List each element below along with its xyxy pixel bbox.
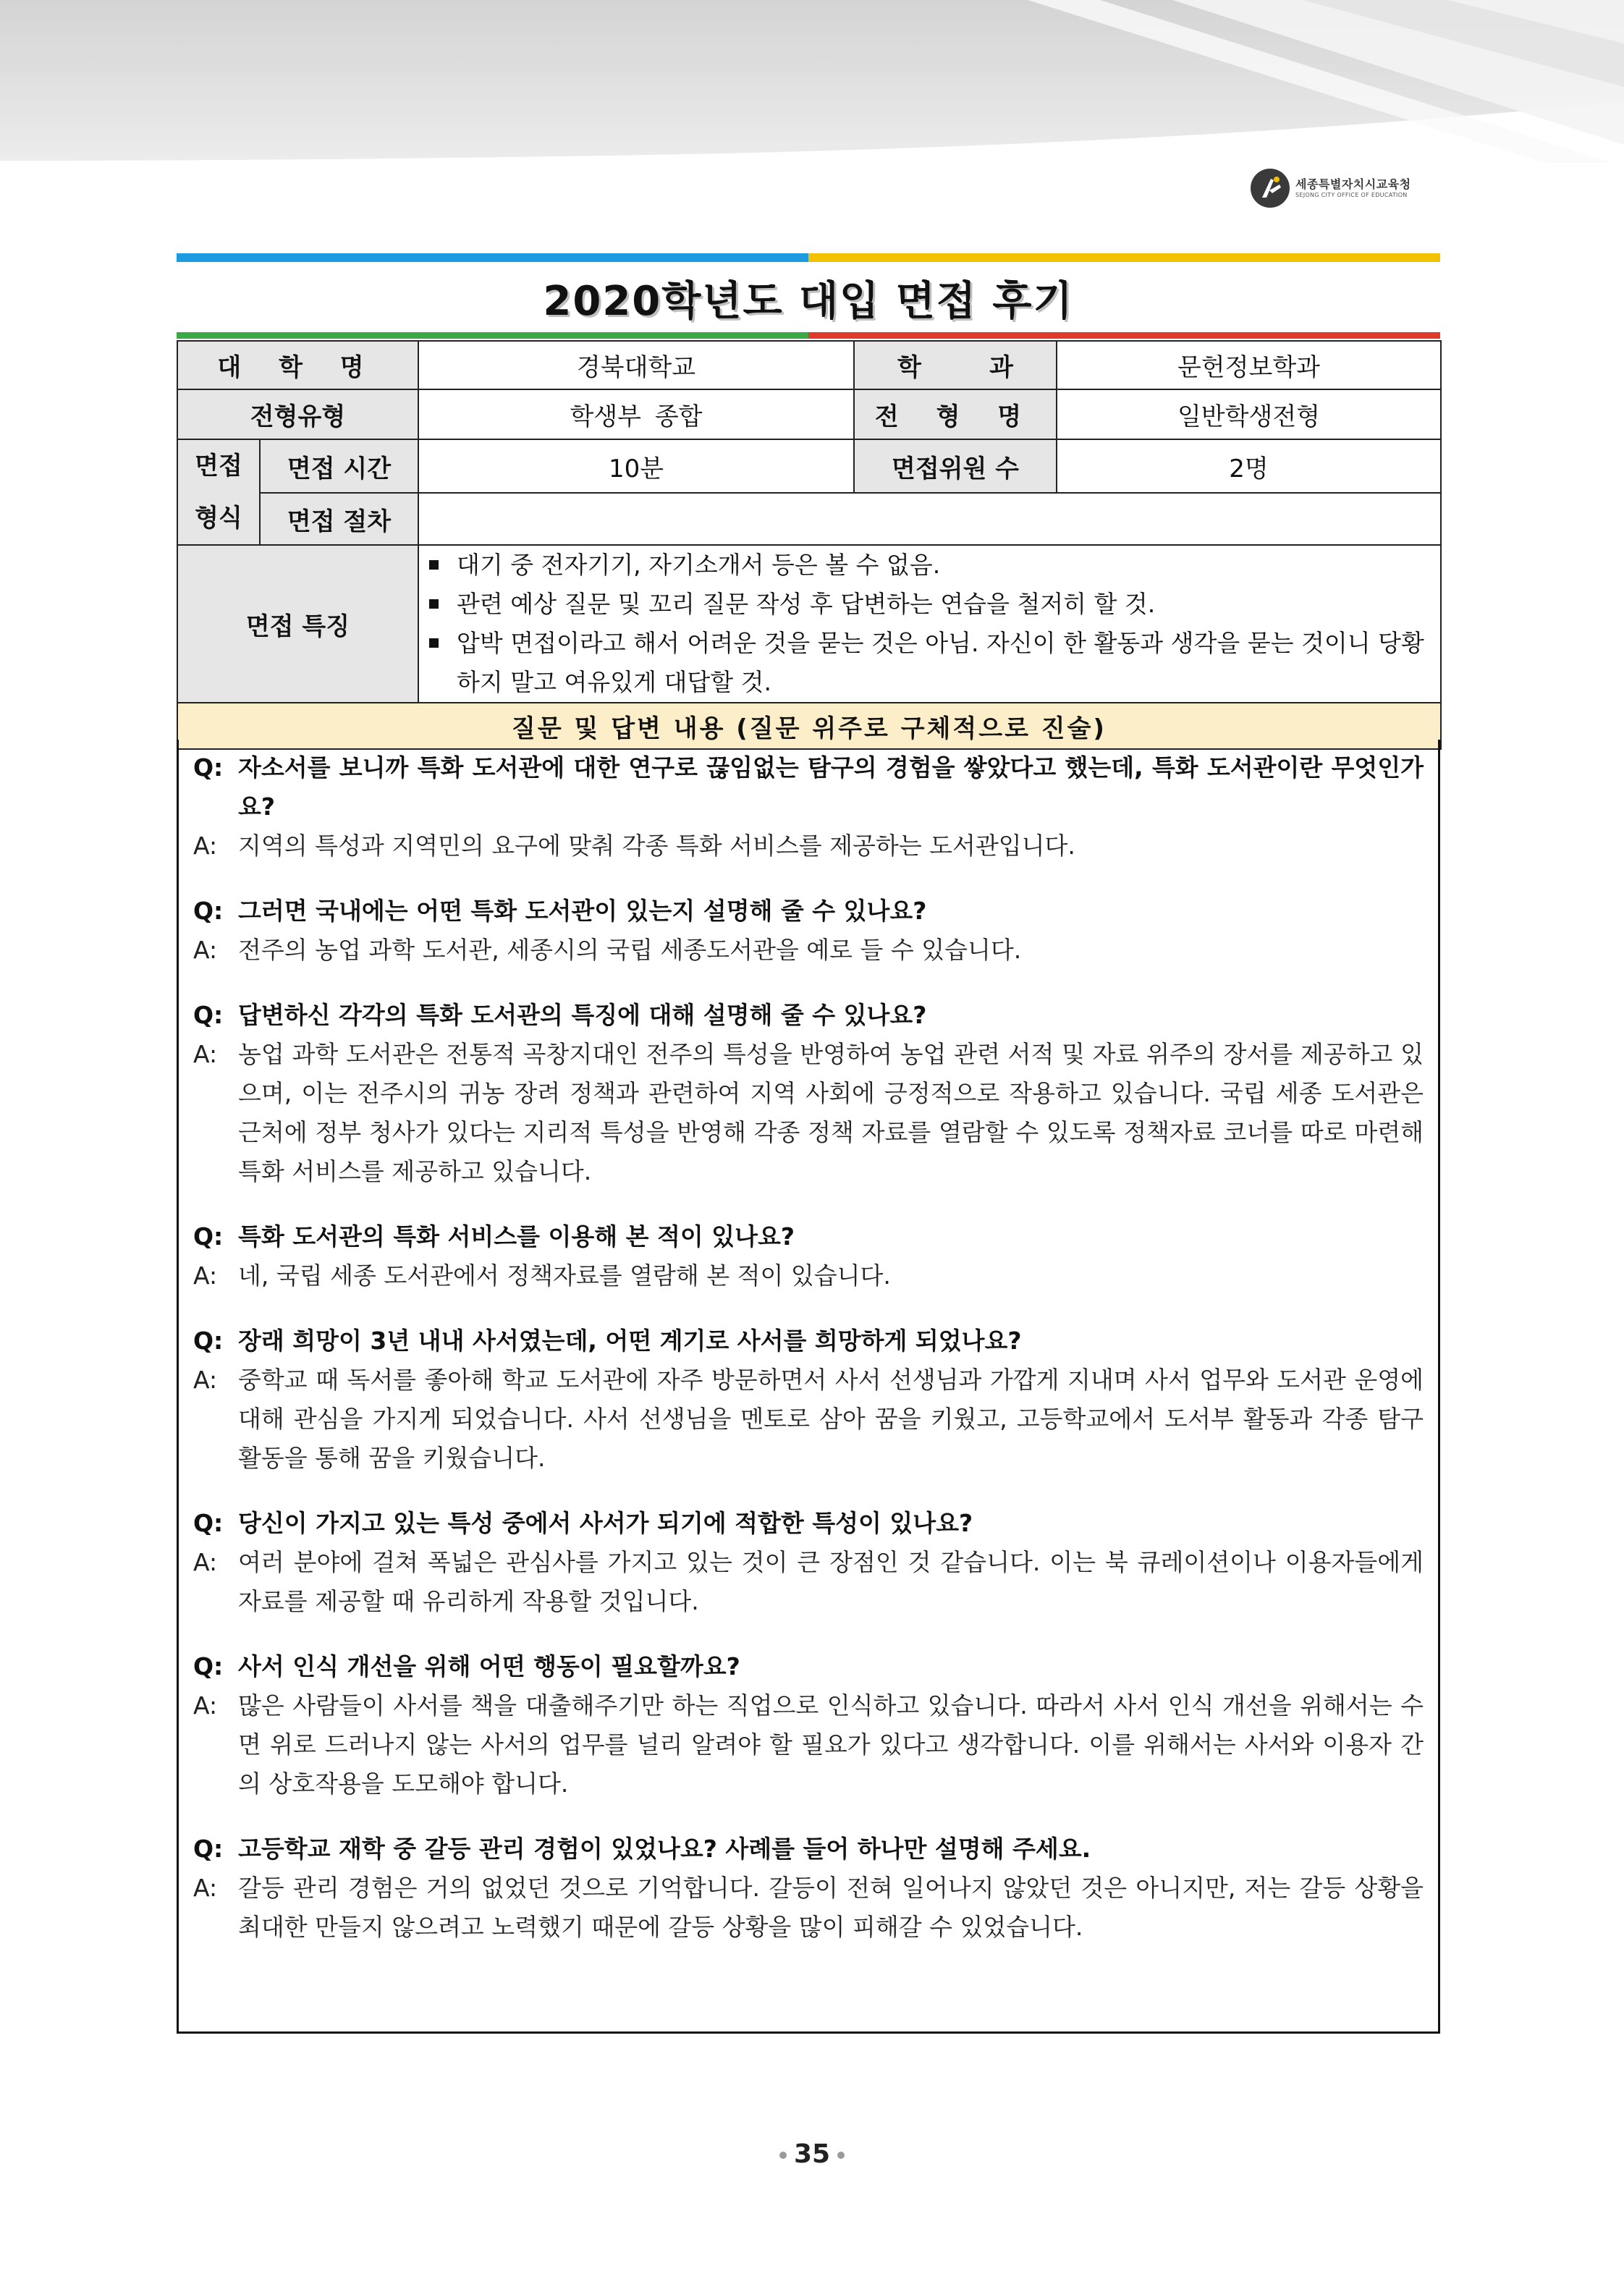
table-row	[177, 493, 1441, 545]
answer-label: A:	[193, 1691, 218, 1720]
question-label: Q:	[193, 753, 224, 782]
answer	[193, 1543, 1424, 1621]
page-dot-right	[837, 2152, 845, 2159]
university-value: 경북대학교	[418, 341, 854, 389]
question-text: 답변하신 각각의 특화 도서관의 특징에 대해 설명해 줄 수 있나요?	[238, 1001, 927, 1029]
qa-item	[193, 1504, 1424, 1621]
publisher-name-en: SEJONG CITY OFFICE OF EDUCATION	[1295, 191, 1408, 198]
answer	[193, 1361, 1424, 1478]
answer	[193, 931, 1424, 970]
qa-item	[193, 1647, 1424, 1804]
question-text: 특화 도서관의 특화 서비스를 이용해 본 적이 있나요?	[238, 1222, 795, 1251]
feature-item: 압박 면접이라고 해서 어려운 것을 묻는 것은 아님. 자신이 한 활동과 생각을 묻는 것이니 당황하지 말고 여유있게 대답할 것.	[423, 624, 1436, 702]
title-bar-yellow	[808, 253, 1440, 262]
features-label: 면접 특징	[177, 545, 418, 703]
panel-value: 2명	[1057, 439, 1441, 493]
question	[193, 1647, 1424, 1686]
department-value: 문헌정보학과	[1057, 341, 1441, 389]
time-label: 면접 시간	[260, 439, 418, 493]
format-label	[177, 439, 260, 545]
answer-label: A:	[193, 1548, 218, 1576]
qa-item	[193, 1830, 1424, 1947]
answer-text: 많은 사람들이 사서를 책을 대출해주기만 하는 직업으로 인식하고 있습니다. 따라서 사서 인식 개선을 위해서는 수면 위로 드러나지 않는 사서의 업무를 널리 알려야 할 필요가 있다고 생각합니다. 이를 위해서는 사서와 이용자 간의 상호작용을 도모해야 합니다.	[238, 1691, 1424, 1798]
question	[193, 1322, 1424, 1361]
question	[193, 1217, 1424, 1256]
answer-label: A:	[193, 936, 218, 964]
qa-list	[193, 748, 1424, 1973]
format-label-line1: 면접	[195, 452, 242, 481]
admission-type-label: 전형유형	[177, 389, 418, 439]
question-text: 자소서를 보니까 특화 도서관에 대한 연구로 끊임없는 탐구의 경험을 쌓았다고 했는데, 특화 도서관이란 무엇인가요?	[238, 753, 1424, 821]
page-number-text: 35	[793, 2139, 831, 2169]
qa-item	[193, 892, 1424, 970]
answer-label: A:	[193, 1261, 218, 1290]
publisher-logo	[1251, 168, 1468, 208]
qa-box	[177, 740, 1440, 2034]
answer-text: 네, 국립 세종 도서관에서 정책자료를 열람해 본 적이 있습니다.	[238, 1261, 891, 1290]
procedure-value	[418, 493, 1441, 545]
university-label: 대 학 명	[177, 341, 418, 389]
header-background	[0, 0, 1624, 163]
question-label: Q:	[193, 1652, 224, 1680]
table-row	[177, 341, 1441, 389]
answer-text: 농업 과학 도서관은 전통적 곡창지대인 전주의 특성을 반영하여 농업 관련 서적 및 자료 위주의 장서를 제공하고 있으며, 이는 전주시의 귀농 장려 정책과 관련하여 지역 사회에 긍정적으로 작용하고 있습니다. 국립 세종 도서관은 근처에 정부 청사가 있다는 지리적 특성을 반영해 각종 정책 자료를 열람할 수 있도록 정책자료 코너를 따로 마련해 특화 서비스를 제공하고 있습니다.	[238, 1040, 1424, 1185]
procedure-label: 면접 절차	[260, 493, 418, 545]
admission-type-value: 학생부 종합	[418, 389, 854, 439]
answer-label: A:	[193, 832, 218, 860]
question	[193, 1504, 1424, 1543]
page-number	[0, 2139, 1624, 2169]
answer-text: 갈등 관리 경험은 거의 없었던 것으로 기억합니다. 갈등이 전혀 일어나지 않았던 것은 아니지만, 저는 갈등 상황을 최대한 만들지 않으려고 노력했기 때문에 갈등 상황을 많이 피해갈 수 있었습니다.	[238, 1874, 1424, 1941]
format-label-line2: 형식	[195, 504, 242, 533]
question-label: Q:	[193, 1835, 224, 1863]
question-label: Q:	[193, 897, 224, 925]
sejong-emblem-icon	[1251, 169, 1290, 208]
answer	[193, 1869, 1424, 1947]
question-label: Q:	[193, 1327, 224, 1355]
question-label: Q:	[193, 1001, 224, 1029]
answer	[193, 1035, 1424, 1191]
answer	[193, 1256, 1424, 1295]
qa-item	[193, 1217, 1424, 1295]
panel-label: 면접위원 수	[854, 439, 1057, 493]
question	[193, 996, 1424, 1035]
interview-info-table	[177, 340, 1442, 750]
answer-label: A:	[193, 1366, 218, 1394]
question-text: 장래 희망이 3년 내내 사서였는데, 어떤 계기로 사서를 희망하게 되었나요?	[238, 1327, 1022, 1355]
question-label: Q:	[193, 1222, 224, 1251]
question-label: Q:	[193, 1509, 224, 1537]
question	[193, 748, 1424, 826]
answer-label: A:	[193, 1874, 218, 1902]
page-title: 2020학년도 대입 면접 후기	[543, 278, 1074, 325]
page-dot-left	[779, 2152, 787, 2159]
time-value: 10분	[418, 439, 854, 493]
question	[193, 892, 1424, 931]
answer-text: 중학교 때 독서를 좋아해 학교 도서관에 자주 방문하면서 사서 선생님과 가깝게 지내며 사서 업무와 도서관 운영에 대해 관심을 가지게 되었습니다. 사서 선생님을 멘토로 삼아 꿈을 키웠고, 고등학교에서 도서부 활동과 각종 탐구 활동을 통해 꿈을 키웠습니다.	[238, 1366, 1424, 1472]
question	[193, 1830, 1424, 1869]
title-bar-blue	[177, 253, 808, 262]
department-label: 학 과	[854, 341, 1057, 389]
table-row	[177, 545, 1441, 703]
question-text: 사서 인식 개선을 위해 어떤 행동이 필요할까요?	[238, 1652, 740, 1680]
answer-text: 지역의 특성과 지역민의 요구에 맞춰 각종 특화 서비스를 제공하는 도서관입니다.	[238, 832, 1075, 860]
publisher-name: 세종특별자치시교육청	[1295, 177, 1411, 191]
title-bar-green	[177, 332, 808, 339]
table-row	[177, 389, 1441, 439]
question-text: 그러면 국내에는 어떤 특화 도서관이 있는지 설명해 줄 수 있나요?	[238, 897, 927, 925]
answer-text: 전주의 농업 과학 도서관, 세종시의 국립 세종도서관을 예로 들 수 있습니다.	[238, 936, 1022, 964]
feature-item: 대기 중 전자기기, 자기소개서 등은 볼 수 없음.	[423, 546, 1436, 585]
qa-section-title: 질문 및 답변 내용 (질문 위주로 구체적으로 진술)	[177, 703, 1441, 749]
table-row	[177, 439, 1441, 493]
answer-label: A:	[193, 1040, 218, 1068]
answer	[193, 1686, 1424, 1804]
features-list	[418, 545, 1441, 703]
qa-item	[193, 1322, 1424, 1478]
title-bar-red	[808, 332, 1440, 339]
answer-text: 여러 분야에 걸쳐 폭넓은 관심사를 가지고 있는 것이 큰 장점인 것 같습니다. 이는 북 큐레이션이나 이용자들에게 자료를 제공할 때 유리하게 작용할 것입니다.	[238, 1548, 1424, 1615]
qa-item	[193, 748, 1424, 866]
feature-item: 관련 예상 질문 및 꼬리 질문 작성 후 답변하는 연습을 철저히 할 것.	[423, 585, 1436, 624]
admission-name-value: 일반학생전형	[1057, 389, 1441, 439]
answer	[193, 826, 1424, 866]
qa-item	[193, 996, 1424, 1191]
admission-name-label: 전 형 명	[854, 389, 1057, 439]
question-text: 고등학교 재학 중 갈등 관리 경험이 있었나요? 사례를 들어 하나만 설명해 주세요.	[238, 1835, 1091, 1863]
question-text: 당신이 가지고 있는 특성 중에서 사서가 되기에 적합한 특성이 있나요?	[238, 1509, 973, 1537]
